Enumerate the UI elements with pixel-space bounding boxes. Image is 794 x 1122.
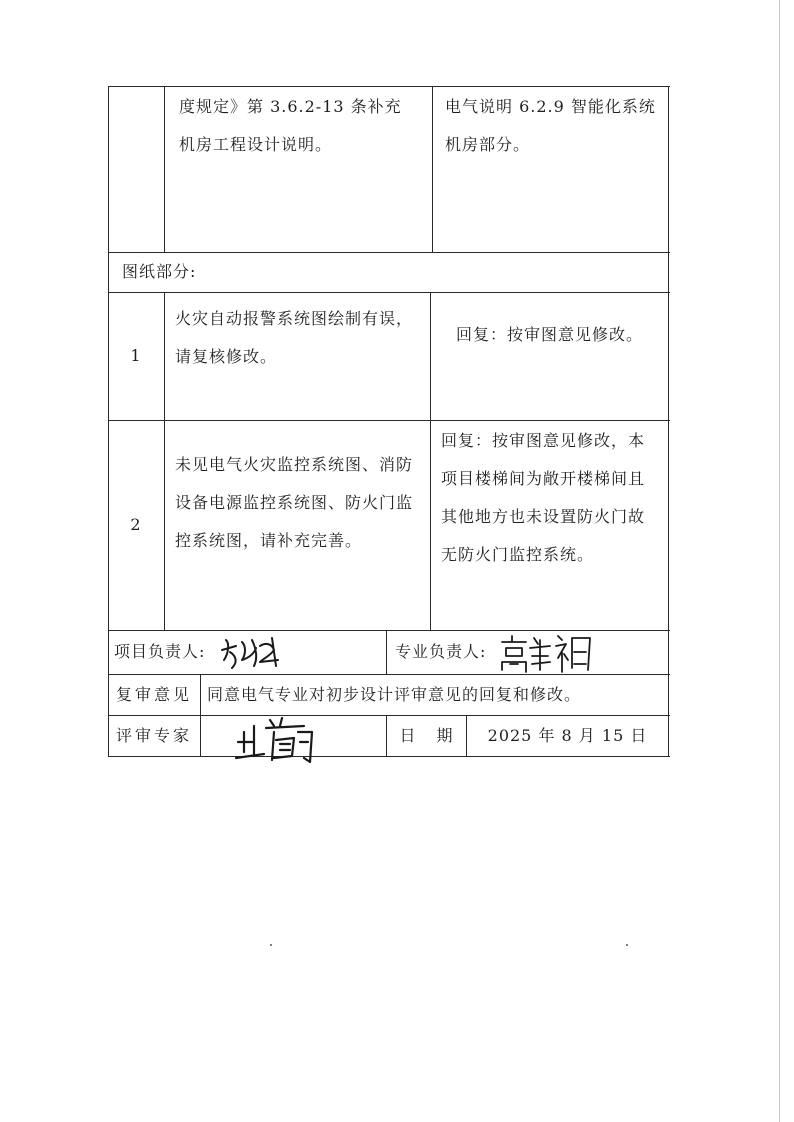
- discipline-lead-signature: [498, 630, 598, 674]
- item-number: 1: [130, 346, 142, 365]
- opinion-cell: [165, 292, 430, 420]
- reply-cell: [431, 420, 668, 630]
- opinion-text: 未见电气火灾监控系统图、消防设备电源监控系统图、防火门监控系统图，请补充完善。: [175, 455, 414, 550]
- reviewer-signature: [234, 712, 334, 768]
- reply-text: 回复：按审图意见修改，本项目楼梯间为敞开楼梯间且其他地方也未设置防火门故无防火门监控系统。: [441, 431, 646, 564]
- scan-page-edge: [779, 0, 780, 1122]
- opinion-cell: [165, 86, 432, 252]
- review-table: [108, 86, 670, 756]
- date-value: 2025 年 8 月 15 日: [487, 725, 648, 745]
- review-opinion-text: 同意电气专业对初步设计评审意见的回复和修改。: [207, 684, 582, 704]
- review-opinion-label: 复审意见: [115, 684, 192, 704]
- discipline-lead-label: 专业负责人:: [395, 642, 487, 661]
- reply-cell: [433, 86, 668, 252]
- table-border-bottom: [108, 756, 670, 757]
- item-number: 2: [130, 515, 142, 534]
- project-lead-signature: [216, 632, 296, 672]
- reply-cell: [431, 292, 668, 420]
- reviewer-label: 评审专家: [115, 725, 192, 745]
- opinion-text: 度规定》第 3.6.2-13 条补充机房工程设计说明。: [179, 97, 402, 154]
- project-lead-label: 项目负责人:: [114, 642, 206, 661]
- table-border-right: [668, 86, 669, 756]
- drawings-section-heading: 图纸部分:: [122, 262, 197, 281]
- reply-text: 电气说明 6.2.9 智能化系统机房部分。: [445, 97, 656, 154]
- scan-speck: [270, 944, 272, 946]
- opinion-text: 火灾自动报警系统图绘制有误，请复核修改。: [175, 309, 414, 366]
- date-label: 日 期: [399, 725, 454, 745]
- reply-text: 回复：按审图意见修改。: [455, 325, 643, 344]
- scan-speck: [626, 944, 628, 946]
- opinion-cell: [165, 420, 430, 630]
